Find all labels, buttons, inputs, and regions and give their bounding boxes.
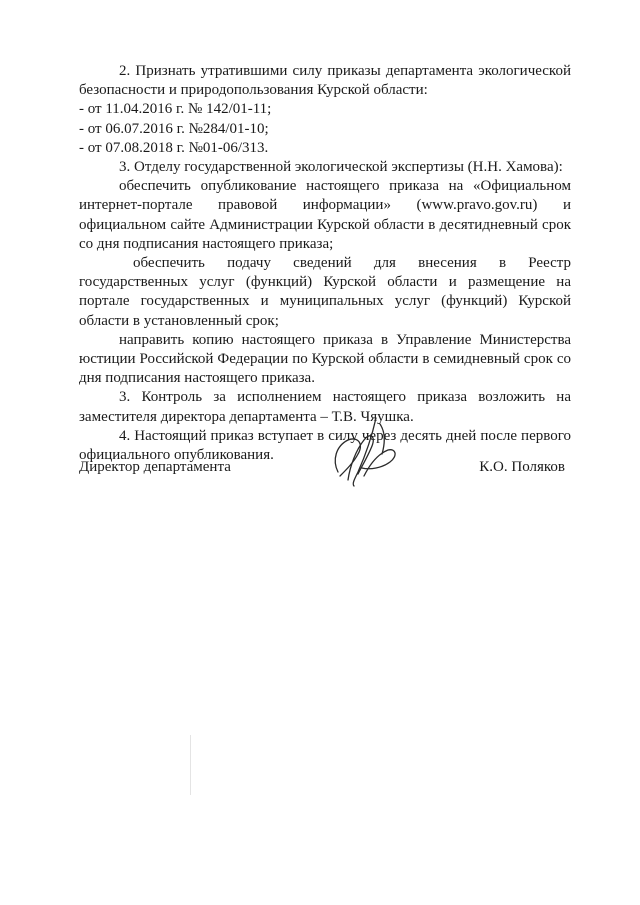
signatory-name: К.О. Поляков [479, 459, 565, 475]
item-2-paragraph: 2. Признать утратившими силу приказы департамента экологической безопасности и природопользования Курской области: [79, 63, 571, 99]
item-3-subitem-registry: обеспечить подачу сведений для внесения в Реестр государственных услуг (функций) Курской области и размещение на портале государственных и муниципальных услуг (функций) Курской области в установленный срок; [79, 255, 571, 329]
signature-block [79, 459, 571, 479]
item-3-paragraph: 3. Отделу государственной экологической экспертизы (Н.Н. Хамова): [119, 159, 563, 176]
item-3-subitem-copy: направить копию настоящего приказа в Управление Министерства юстиции Российской Федерации по Курской области в семидневный срок со дня подписания настоящего приказа. [79, 331, 571, 387]
scan-artifact-line [190, 735, 191, 795]
item-4-paragraph: 4. Настоящий приказ вступает в силу через десять дней после первого официального опубликования. [79, 427, 571, 464]
item-2-list-entry: - от 06.07.2016 г. №284/01-10; [79, 120, 269, 137]
signatory-title: Директор департамента [79, 459, 231, 475]
item-3-control-paragraph: 3. Контроль за исполнением настоящего приказа возложить на заместителя директора департамента – Т.В. Чяушка. [79, 389, 571, 425]
item-2-list-entry: - от 07.08.2018 г. №01-06/313. [79, 139, 269, 156]
item-2-list-entry: - от 11.04.2016 г. № 142/01-11; [79, 101, 272, 118]
document-body [79, 62, 571, 465]
item-3-subitem-publish: обеспечить опубликование настоящего приказа на «Официальном интернет-портале правовой информации» (www.pravo.gov.ru) и официальном сайте Администрации Курской области в десятидневный срок со дня подписания настоящего приказа; [79, 178, 571, 252]
